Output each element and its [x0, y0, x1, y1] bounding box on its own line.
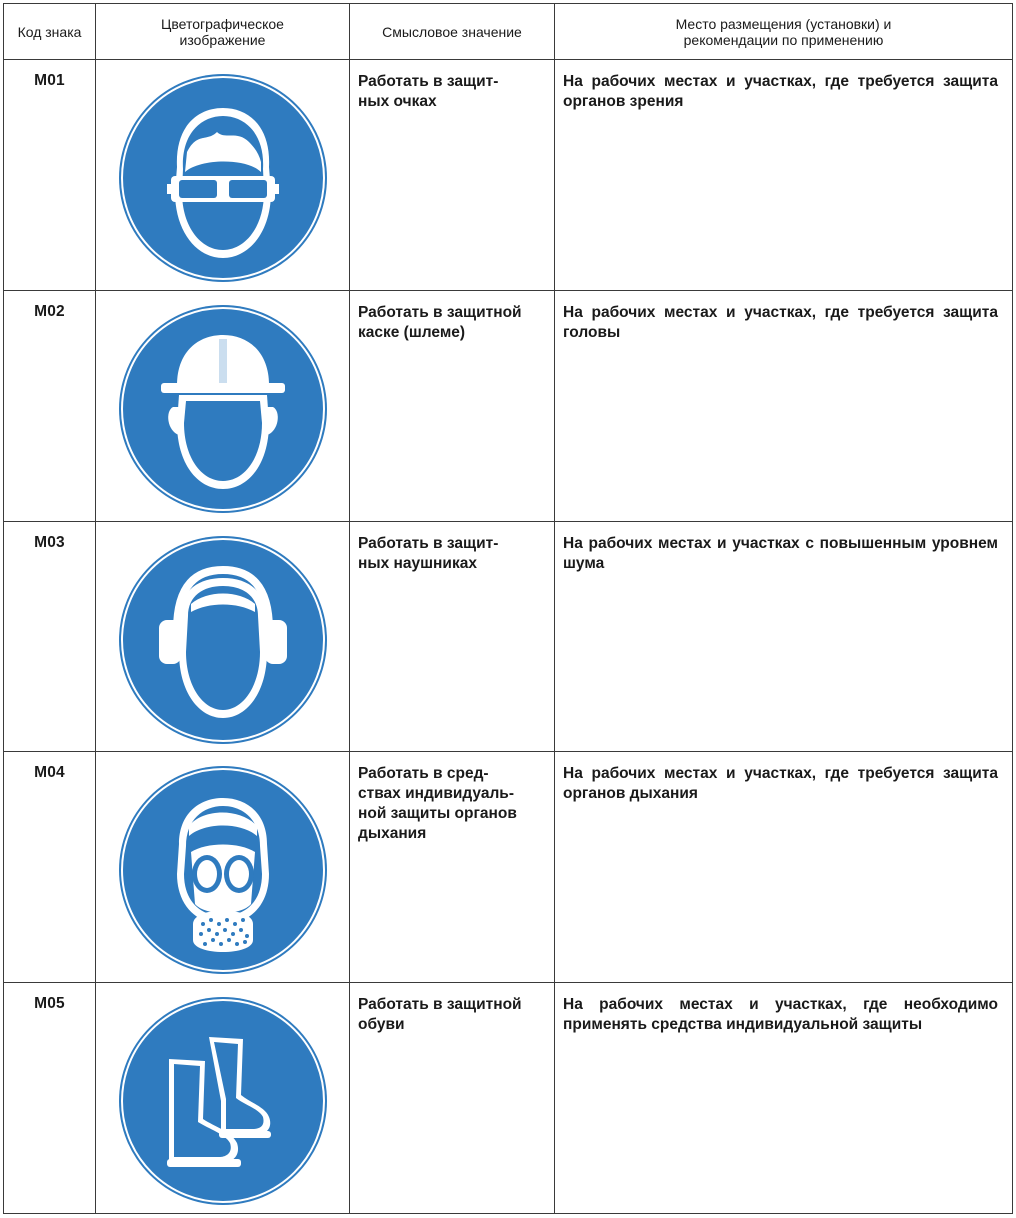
ear-protection-icon: [117, 534, 329, 746]
sign-code: M02: [4, 290, 96, 521]
sign-code: M03: [4, 521, 96, 752]
signs-table: [3, 3, 1013, 1214]
sign-image-cell: [96, 752, 350, 983]
sign-code: M05: [4, 983, 96, 1214]
sign-placement: На рабочих местах и участках, где необходимо применять средства индивидуальной защиты: [555, 983, 1013, 1214]
sign-placement: На рабочих местах и участках, где требуется защита головы: [555, 290, 1013, 521]
safety-goggles-icon: [117, 72, 329, 284]
header-place: Место размещения (установки) и рекомендации по применению: [555, 4, 1013, 60]
sign-placement: На рабочих местах и участках, где требуется защита органов зрения: [555, 60, 1013, 291]
table-row: [4, 983, 1013, 1214]
sign-code: M04: [4, 752, 96, 983]
sign-meaning: Работать в защитной обуви: [350, 983, 555, 1214]
sign-image-cell: [96, 290, 350, 521]
table-row: [4, 752, 1013, 983]
sign-placement: На рабочих местах и участках, где требуется защита органов дыхания: [555, 752, 1013, 983]
sign-image-cell: [96, 983, 350, 1214]
sign-code: M01: [4, 60, 96, 291]
sign-meaning: Работать в защитной каске (шлеме): [350, 290, 555, 521]
header-image: Цветографическое изображение: [96, 4, 350, 60]
sign-placement: На рабочих местах и участках с повышенным уровнем шума: [555, 521, 1013, 752]
table-row: [4, 60, 1013, 291]
sign-meaning: Работать в сред- ствах индивидуаль- ной защиты органов дыхания: [350, 752, 555, 983]
table-row: [4, 521, 1013, 752]
sign-image-cell: [96, 60, 350, 291]
sign-meaning: Работать в защит- ных очках: [350, 60, 555, 291]
sign-meaning: Работать в защит- ных наушниках: [350, 521, 555, 752]
hard-hat-icon: [117, 303, 329, 515]
sign-image-cell: [96, 521, 350, 752]
header-meaning: Смысловое значение: [350, 4, 555, 60]
safety-boots-icon: [117, 995, 329, 1207]
table-header: [4, 4, 1013, 60]
table-row: [4, 290, 1013, 521]
respirator-icon: [117, 764, 329, 976]
header-code: Код знака: [4, 4, 96, 60]
